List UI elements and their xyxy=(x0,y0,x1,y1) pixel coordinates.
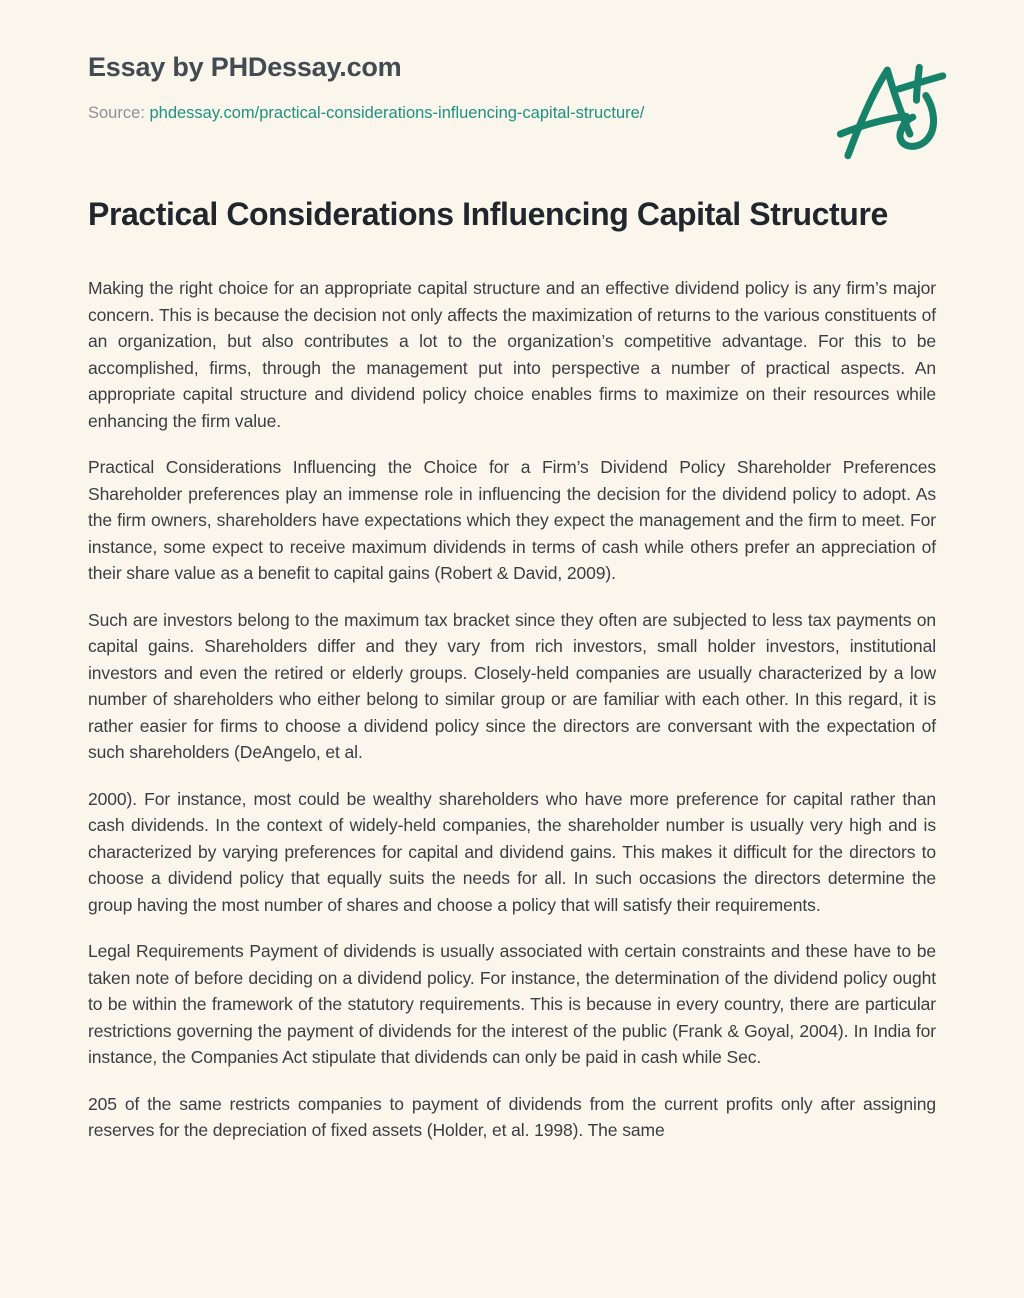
paragraph-clipped: 205 of the same restricts companies to payment of dividends from the current profits only after assigning reserves for the depreciation of fixed assets (Holder, et al. 1998). The same xyxy=(88,1093,936,1140)
source-label: Source: xyxy=(88,104,145,122)
bottom-clip-overlay xyxy=(0,1252,1024,1298)
page-header xyxy=(88,50,936,125)
source-link[interactable]: phdessay.com/practical-considerations-influencing-capital-structure/ xyxy=(149,104,645,122)
paragraph: 2000). For instance, most could be wealthy shareholders who have more preference for capital rather than cash dividends. In the context of widely-held companies, the shareholder number is usually very high and is characterized by varying preferences for capital and dividend gains. This makes it difficult for the directors to choose a dividend policy that equally suits the needs for all. In such occasions the directors determine the group having the most number of shares and choose a policy that will satisfy their requirements. xyxy=(88,788,936,915)
paragraph: Such are investors belong to the maximum tax bracket since they often are subjected to less tax payments on capital gains. Shareholders differ and they vary from rich investors, small holder investors, institutional investors and even the retired or elderly groups. Closely-held companies are usually characterized by a low number of shareholders who either belong to similar group or are familiar with each other. In this regard, it is rather easier for firms to choose a dividend policy since the directors are conversant with the expectation of such shareholders (DeAngelo, et al. xyxy=(88,609,936,762)
paragraph: Practical Considerations Influencing the Choice for a Firm’s Dividend Policy Shareholder Preferences Shareholder preferences play an immense role in influencing the decision for the dividend policy to adopt. As the firm owners, shareholders have expectations which they expect the management and the firm to meet. For instance, some expect to receive maximum dividends in terms of cash while others prefer an appreciation of their share value as a benefit to capital gains (Robert & David, 2009). xyxy=(88,457,936,583)
header-title: Essay by PHDessay.com xyxy=(88,52,402,82)
source-line xyxy=(88,101,936,125)
paragraph: Legal Requirements Payment of dividends is usually associated with certain constraints and these have to be taken note of before deciding on a dividend policy. For instance, the determination of the dividend policy ought to be within the framework of the statutory requirements. This is because in every country, there are particular restrictions governing the payment of dividends for the interest of the public (Frank & Goyal, 2004). In India for instance, the Companies Act stipulate that dividends can only be paid in cash while Sec. xyxy=(88,941,936,1067)
article-body xyxy=(88,275,936,1144)
paragraph: Making the right choice for an appropriate capital structure and an effective dividend policy is any firm’s major concern. This is because the decision not only affects the maximization of returns to the various constituents of an organization, but also contributes a lot to the organization’s competitive advantage. For this to be accomplished, firms, through the management put into perspective a number of practical aspects. An appropriate capital structure and dividend policy choice enables firms to maximize on their resources while enhancing the firm value. xyxy=(88,278,936,431)
article-title: Practical Considerations Influencing Capital Structure xyxy=(88,196,888,232)
a-plus-logo-icon xyxy=(834,58,952,166)
